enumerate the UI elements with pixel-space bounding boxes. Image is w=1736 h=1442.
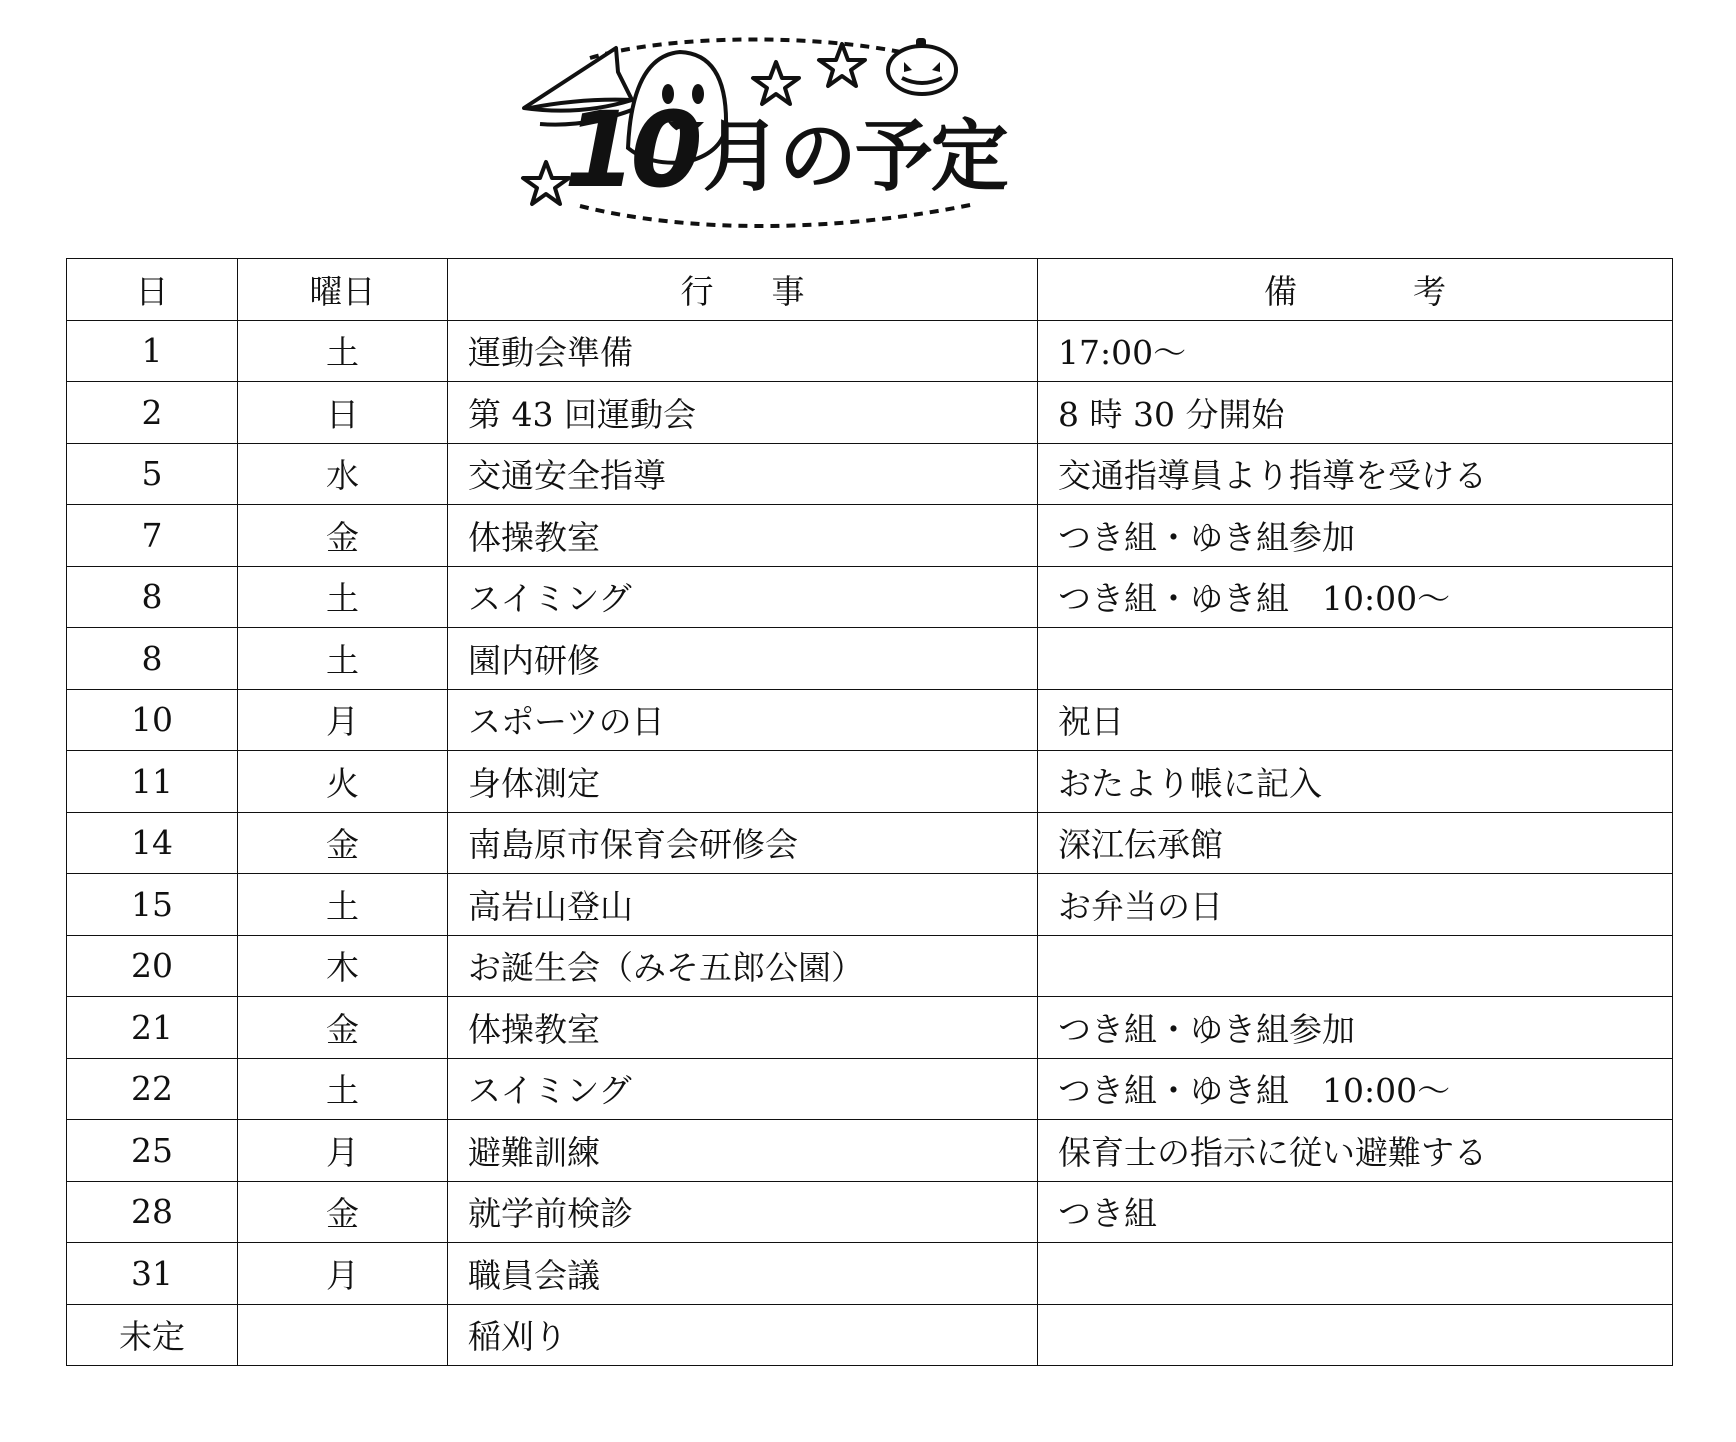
cell-note	[1038, 628, 1673, 690]
cell-day-of-week: 木	[238, 935, 448, 997]
cell-event: スポーツの日	[448, 689, 1038, 751]
cell-event: 身体測定	[448, 751, 1038, 813]
cell-day-of-week: 月	[238, 689, 448, 751]
cell-day-of-week: 日	[238, 382, 448, 444]
cell-day-of-week: 水	[238, 443, 448, 505]
header-day-of-week: 曜日	[238, 259, 448, 321]
cell-note	[1038, 1304, 1673, 1366]
cell-event: 避難訓練	[448, 1120, 1038, 1182]
cell-event: 体操教室	[448, 997, 1038, 1059]
table-row	[67, 689, 1673, 751]
table-row	[67, 874, 1673, 936]
cell-day-of-week: 火	[238, 751, 448, 813]
title-month-number: 10	[564, 89, 697, 211]
cell-note: 交通指導員より指導を受ける	[1038, 443, 1673, 505]
pumpkin-icon	[888, 38, 956, 94]
cell-event: 職員会議	[448, 1243, 1038, 1305]
cell-note: 保育士の指示に従い避難する	[1038, 1120, 1673, 1182]
table-row	[67, 566, 1673, 628]
cell-note: 深江伝承館	[1038, 812, 1673, 874]
cell-note: つき組・ゆき組参加	[1038, 997, 1673, 1059]
dashed-arc-top	[590, 39, 910, 58]
header-event-label: 行事	[680, 271, 863, 311]
cell-day: 21	[67, 997, 238, 1059]
table-body	[67, 320, 1673, 1366]
cell-day: 8	[67, 628, 238, 690]
table-row	[67, 812, 1673, 874]
cell-event: 体操教室	[448, 505, 1038, 567]
cell-note: 17:00～	[1038, 320, 1673, 382]
cell-day: 14	[67, 812, 238, 874]
star-icon	[819, 44, 865, 86]
header-day: 日	[67, 259, 238, 321]
cell-note: 8 時 30 分開始	[1038, 382, 1673, 444]
table-row	[67, 443, 1673, 505]
cell-note	[1038, 935, 1673, 997]
cell-day: 1	[67, 320, 238, 382]
cell-day-of-week	[238, 1304, 448, 1366]
cell-day-of-week: 金	[238, 1181, 448, 1243]
cell-event: 高岩山登山	[448, 874, 1038, 936]
table-row	[67, 1058, 1673, 1120]
cell-day: 10	[67, 689, 238, 751]
cell-note: つき組・ゆき組 10:00～	[1038, 566, 1673, 628]
cell-event: スイミング	[448, 566, 1038, 628]
cell-day: 5	[67, 443, 238, 505]
schedule-table	[66, 258, 1673, 1366]
cell-note: おたより帳に記入	[1038, 751, 1673, 813]
table-row	[67, 997, 1673, 1059]
cell-event: 第 43 回運動会	[448, 382, 1038, 444]
header-event	[448, 259, 1038, 321]
cell-day: 8	[67, 566, 238, 628]
cell-day-of-week: 土	[238, 566, 448, 628]
cell-event: お誕生会（みそ五郎公園）	[448, 935, 1038, 997]
cell-day: 2	[67, 382, 238, 444]
cell-event: スイミング	[448, 1058, 1038, 1120]
cell-event: 南島原市保育会研修会	[448, 812, 1038, 874]
cell-note	[1038, 1243, 1673, 1305]
cell-day-of-week: 土	[238, 1058, 448, 1120]
cell-day-of-week: 金	[238, 997, 448, 1059]
cell-note: つき組・ゆき組参加	[1038, 505, 1673, 567]
cell-day: 22	[67, 1058, 238, 1120]
cell-day: 25	[67, 1120, 238, 1182]
cell-day-of-week: 月	[238, 1243, 448, 1305]
title-text: 月の予定	[702, 112, 1007, 202]
table-row	[67, 1181, 1673, 1243]
cell-day: 未定	[67, 1304, 238, 1366]
table-row	[67, 628, 1673, 690]
cell-day: 20	[67, 935, 238, 997]
cell-note: お弁当の日	[1038, 874, 1673, 936]
cell-note: 祝日	[1038, 689, 1673, 751]
cell-day-of-week: 月	[238, 1120, 448, 1182]
cell-day-of-week: 土	[238, 320, 448, 382]
table-row	[67, 1243, 1673, 1305]
table-row	[67, 505, 1673, 567]
cell-event: 交通安全指導	[448, 443, 1038, 505]
header-note-label: 備考	[1264, 271, 1562, 311]
title-decoration	[520, 36, 1020, 231]
table-row	[67, 382, 1673, 444]
cell-event: 運動会準備	[448, 320, 1038, 382]
cell-event: 園内研修	[448, 628, 1038, 690]
cell-day-of-week: 金	[238, 812, 448, 874]
header-note	[1038, 259, 1673, 321]
cell-day: 28	[67, 1181, 238, 1243]
table-row	[67, 1304, 1673, 1366]
star-icon	[523, 162, 569, 204]
cell-note: つき組・ゆき組 10:00～	[1038, 1058, 1673, 1120]
cell-day: 7	[67, 505, 238, 567]
cell-day-of-week: 土	[238, 874, 448, 936]
table-row	[67, 320, 1673, 382]
table-row	[67, 751, 1673, 813]
table-row	[67, 935, 1673, 997]
cell-day-of-week: 金	[238, 505, 448, 567]
cell-event: 就学前検診	[448, 1181, 1038, 1243]
cell-day: 11	[67, 751, 238, 813]
table-row	[67, 1120, 1673, 1182]
cell-day-of-week: 土	[238, 628, 448, 690]
cell-day: 31	[67, 1243, 238, 1305]
cell-note: つき組	[1038, 1181, 1673, 1243]
table-header-row	[67, 259, 1673, 321]
page-title	[564, 89, 1007, 211]
cell-event: 稲刈り	[448, 1304, 1038, 1366]
cell-day: 15	[67, 874, 238, 936]
